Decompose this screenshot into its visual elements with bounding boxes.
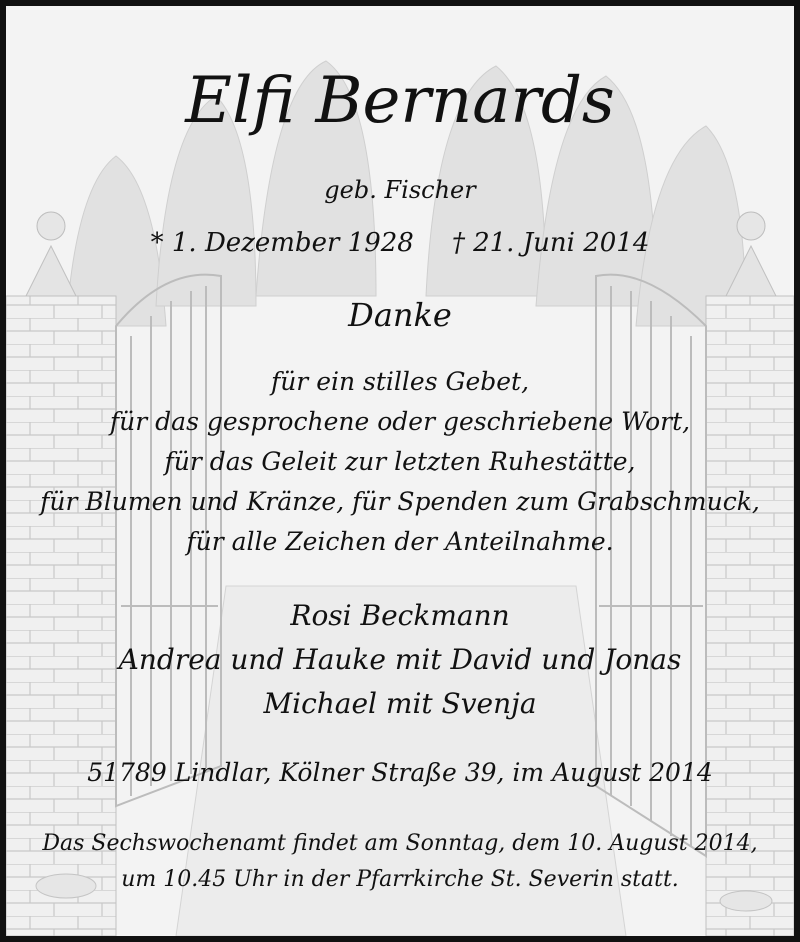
address-line: 51789 Lindlar, Kölner Straße 39, im August 2014 [87, 758, 713, 787]
thanks-line: für das Geleit zur letzten Ruhestätte, [164, 447, 636, 476]
birth-name: geb. Fischer [324, 176, 476, 204]
birth-date: * 1. Dezember 1928 [150, 228, 414, 258]
family-names [6, 594, 794, 726]
thanks-line: für ein stilles Gebet, [270, 367, 530, 396]
deceased-name: Elfi Bernards [185, 64, 615, 138]
family-line: Rosi Beckmann [290, 599, 510, 632]
thanks-line: für das gesprochene oder geschriebene Wort, [109, 407, 691, 436]
life-dates [6, 228, 794, 258]
obituary-text [6, 6, 794, 936]
family-line: Michael mit Svenja [263, 687, 537, 720]
thanks-text [6, 362, 794, 562]
family-line: Andrea und Hauke mit David und Jonas [118, 643, 682, 676]
mass-notice [6, 826, 794, 898]
death-date: † 21. Juni 2014 [451, 228, 650, 258]
thanks-line: für alle Zeichen der Anteilnahme. [186, 527, 614, 556]
notice-line: Das Sechswochenamt findet am Sonntag, dem 10. August 2014, [42, 831, 758, 856]
thanks-line: für Blumen und Kränze, für Spenden zum Grabschmuck, [40, 487, 760, 516]
thanks-heading: Danke [348, 296, 452, 334]
notice-line: um 10.45 Uhr in der Pfarrkirche St. Severin statt. [121, 867, 679, 892]
